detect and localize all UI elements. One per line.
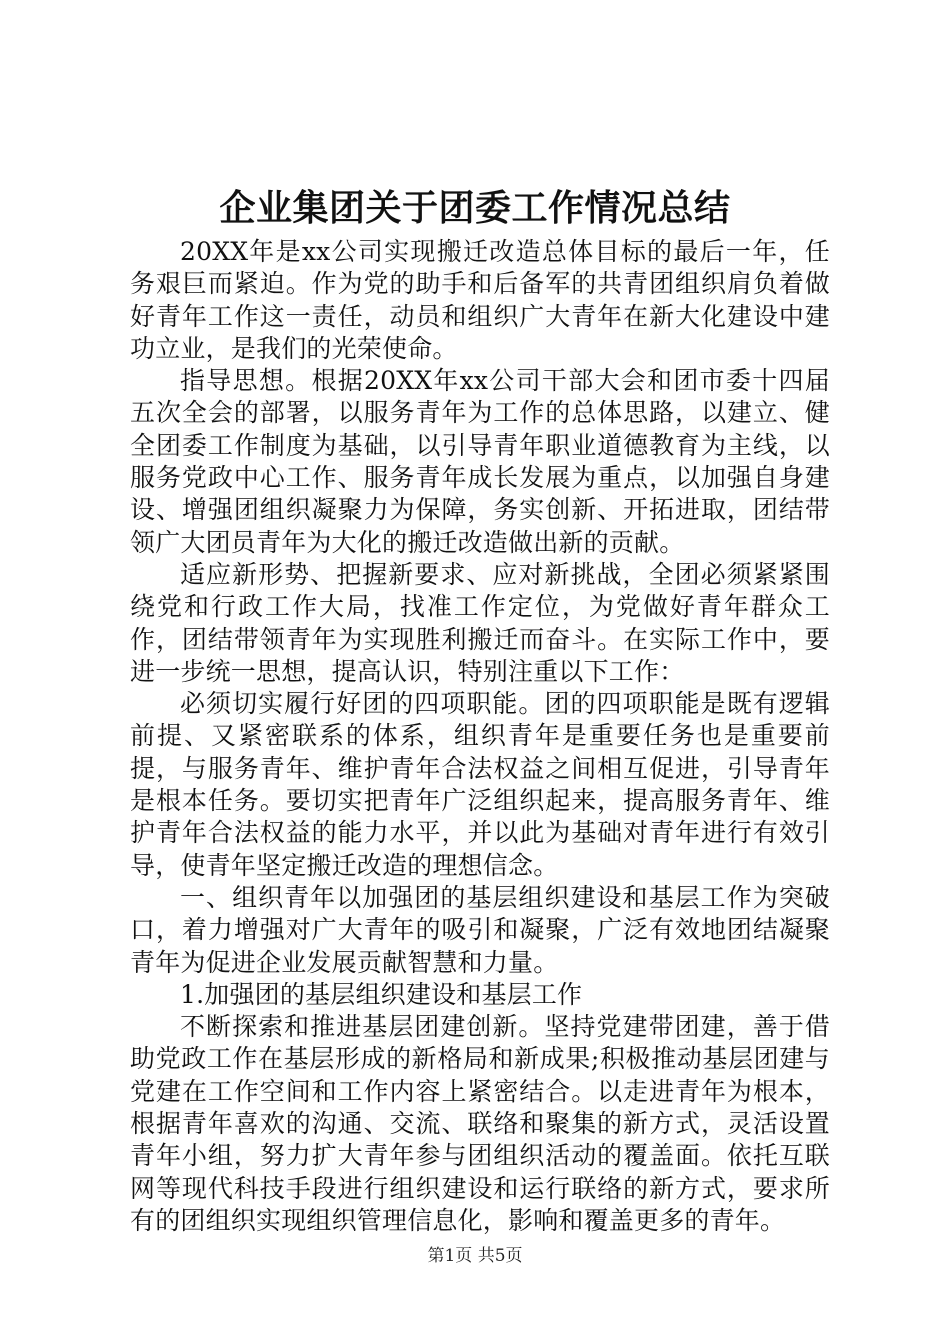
paragraph-4: 必须切实履行好团的四项职能。团的四项职能是既有逻辑前提、又紧密联系的体系，组织青年是重要任务也是重要前提，与服务青年、维护青年合法权益之间相互促进，引导青年是根本任务。要切实把青年广泛组织起来，提高服务青年、维护青年合法权益的能力水平，并以此为基础对青年进行有效引导，使青年坚定搬迁改造的理想信念。 — [130, 689, 830, 880]
document-body — [130, 236, 830, 1237]
paragraph-6: 不断探索和推进基层团建创新。坚持党建带团建，善于借助党政工作在基层形成的新格局和新成果;积极推动基层团建与党建在工作空间和工作内容上紧密结合。以走进青年为根本，根据青年喜欢的沟通、交流、联络和聚集的新方式，灵活设置青年小组，努力扩大青年参与团组织活动的覆盖面。依托互联网等现代科技手段进行组织建设和运行联络的新方式，要求所有的团组织实现组织管理信息化，影响和覆盖更多的青年。 — [130, 1012, 830, 1235]
document-title: 企业集团关于团委工作情况总结 — [219, 187, 731, 229]
paragraph-3: 适应新形势、把握新要求、应对新挑战，全团必须紧紧围绕党和行政工作大局，找准工作定位，为党做好青年群众工作，团结带领青年为实现胜利搬迁而奋斗。在实际工作中，要进一步统一思想，提高认识，特别注重以下工作： — [130, 559, 830, 686]
paragraph-1: 20XX年是xx公司实现搬迁改造总体目标的最后一年，任务艰巨而紧迫。作为党的助手和后备军的共青团组织肩负着做好青年工作这一责任，动员和组织广大青年在新大化建设中建功立业，是我们的光荣使命。 — [130, 237, 830, 363]
paragraph-5: 一、组织青年以加强团的基层组织建设和基层工作为突破口，着力增强对广大青年的吸引和凝聚，广泛有效地团结凝聚青年为促进企业发展贡献智慧和力量。 — [130, 882, 830, 977]
paragraph-2: 指导思想。根据20XX年xx公司干部大会和团市委十四届五次全会的部署，以服务青年为工作的总体思路，以建立、健全团委工作制度为基础，以引导青年职业道德教育为主线，以服务党政中心工作、服务青年成长发展为重点，以加强自身建设、增强团组织凝聚力为保障，务实创新、开拓进取，团结带领广大团员青年为大化的搬迁改造做出新的贡献。 — [130, 366, 830, 557]
page-footer: 第1页 共5页 — [427, 1246, 523, 1266]
section-heading-1: 1.加强团的基层组织建设和基层工作 — [180, 979, 583, 1009]
